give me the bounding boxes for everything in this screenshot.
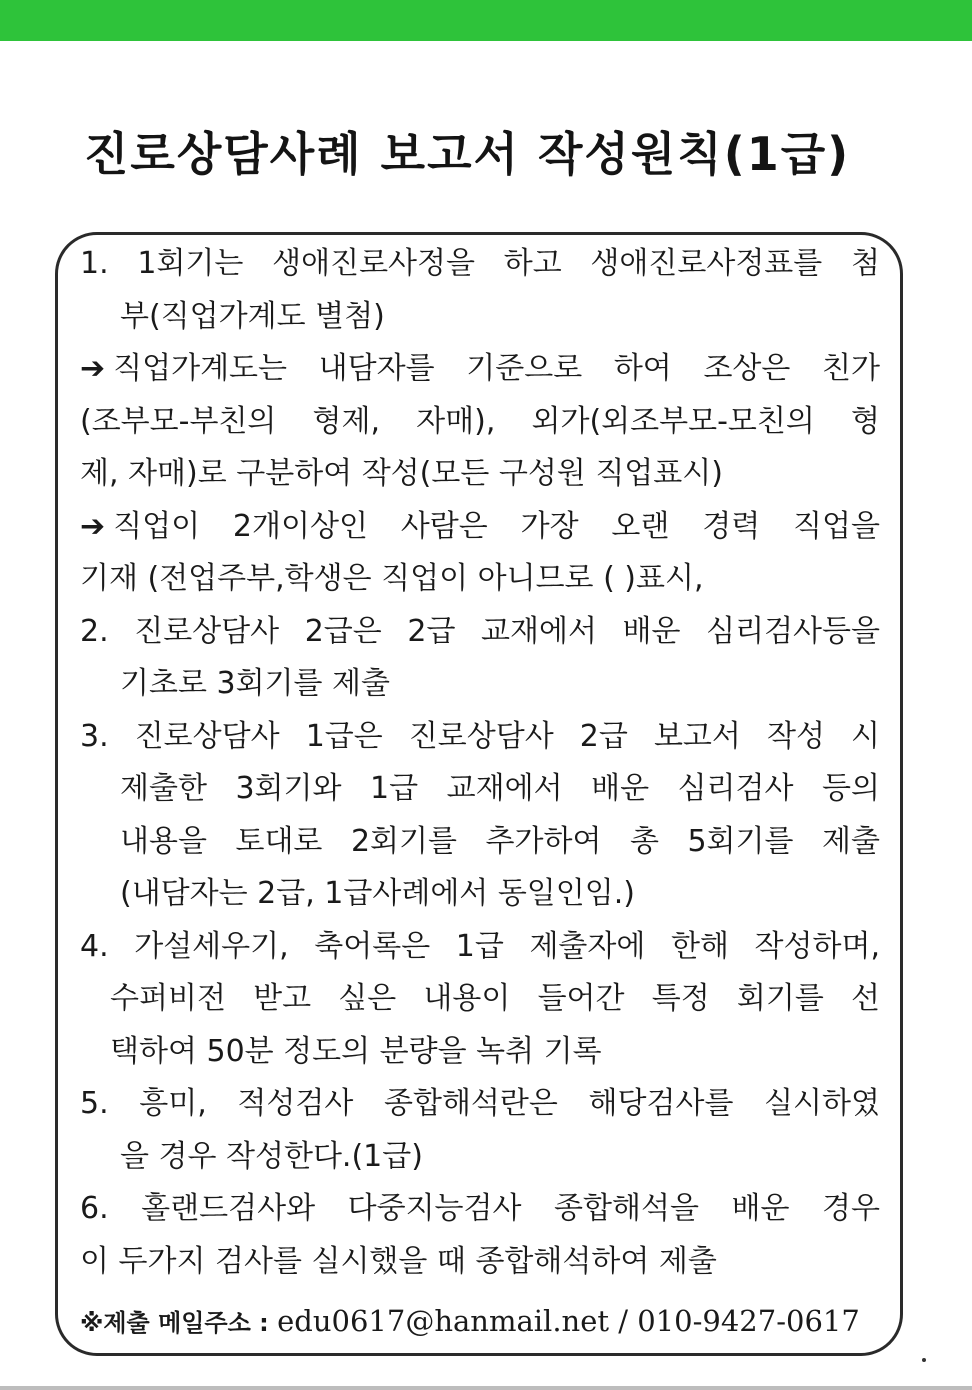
- rule-line: 1. 1회기는 생애진로사정을 하고 생애진로사정표를 첨: [80, 246, 880, 281]
- contact-email: edu0617@hanmail.net: [277, 1304, 610, 1338]
- rule-line: 택하여 50분 정도의 분량을 녹취 기록: [110, 1033, 602, 1069]
- rule-line: 부(직업가계도 별첨): [120, 298, 385, 334]
- rule-line: ➔ 직업가계도는 내담자를 기준으로 하여 조상은 친가: [80, 351, 880, 386]
- rule-line: 제출한 3회기와 1급 교재에서 배운 심리검사 등의: [120, 771, 880, 806]
- rule-line: (내담자는 2급, 1급사례에서 동일인임.): [120, 876, 635, 911]
- rule-line: 4. 가설세우기, 축어록은 1급 제출자에 한해 작성하며,: [80, 928, 880, 964]
- stray-dot: [922, 1358, 926, 1362]
- rule-line: 내용을 토대로 2회기를 추가하여 총 5회기를 제출: [120, 823, 880, 859]
- rule-line: 6. 홀랜드검사와 다중지능검사 종합해석을 배운 경우: [80, 1191, 880, 1226]
- contact-separator: /: [609, 1304, 638, 1338]
- rule-line: 3. 진로상담사 1급은 진로상담사 2급 보고서 작성 시: [80, 718, 880, 754]
- page-title: 진로상담사례 보고서 작성원칙(1급): [84, 127, 851, 181]
- rule-line: 을 경우 작성한다.(1급): [120, 1138, 423, 1174]
- top-green-bar: [0, 0, 972, 41]
- rule-line: 제, 자매)로 구분하여 작성(모든 구성원 직업표시): [80, 456, 723, 491]
- rule-line: (조부모-부친의 형제, 자매), 외가(외조부모-모친의 형: [80, 403, 880, 439]
- rules-content: [80, 238, 880, 1288]
- contact-info: [80, 1296, 880, 1346]
- rule-line: 5. 흥미, 적성검사 종합해석란은 해당검사를 실시하였: [80, 1086, 880, 1121]
- rule-line: ➔ 직업이 2개이상인 사람은 가장 오랜 경력 직업을: [80, 508, 880, 544]
- contact-phone: 010-9427-0617: [637, 1304, 860, 1338]
- rule-line: 기초로 3회기를 제출: [120, 666, 390, 701]
- reference-mark-icon: ※: [80, 1309, 104, 1337]
- arrow-right-icon: ➔: [80, 508, 106, 544]
- arrow-right-icon: ➔: [80, 351, 106, 386]
- rule-line: 이 두가지 검사를 실시했을 때 종합해석하여 제출: [80, 1243, 717, 1279]
- bottom-edge: [0, 1386, 972, 1390]
- rule-line: 수퍼비전 받고 싶은 내용이 들어간 특정 회기를 선: [110, 981, 880, 1016]
- rule-line: 2. 진로상담사 2급은 2급 교재에서 배운 심리검사등을: [80, 613, 880, 649]
- contact-label: 제출 메일주소 :: [103, 1309, 278, 1337]
- rule-line: 기재 (전업주부,학생은 직업이 아니므로 ( )표시,: [80, 561, 704, 596]
